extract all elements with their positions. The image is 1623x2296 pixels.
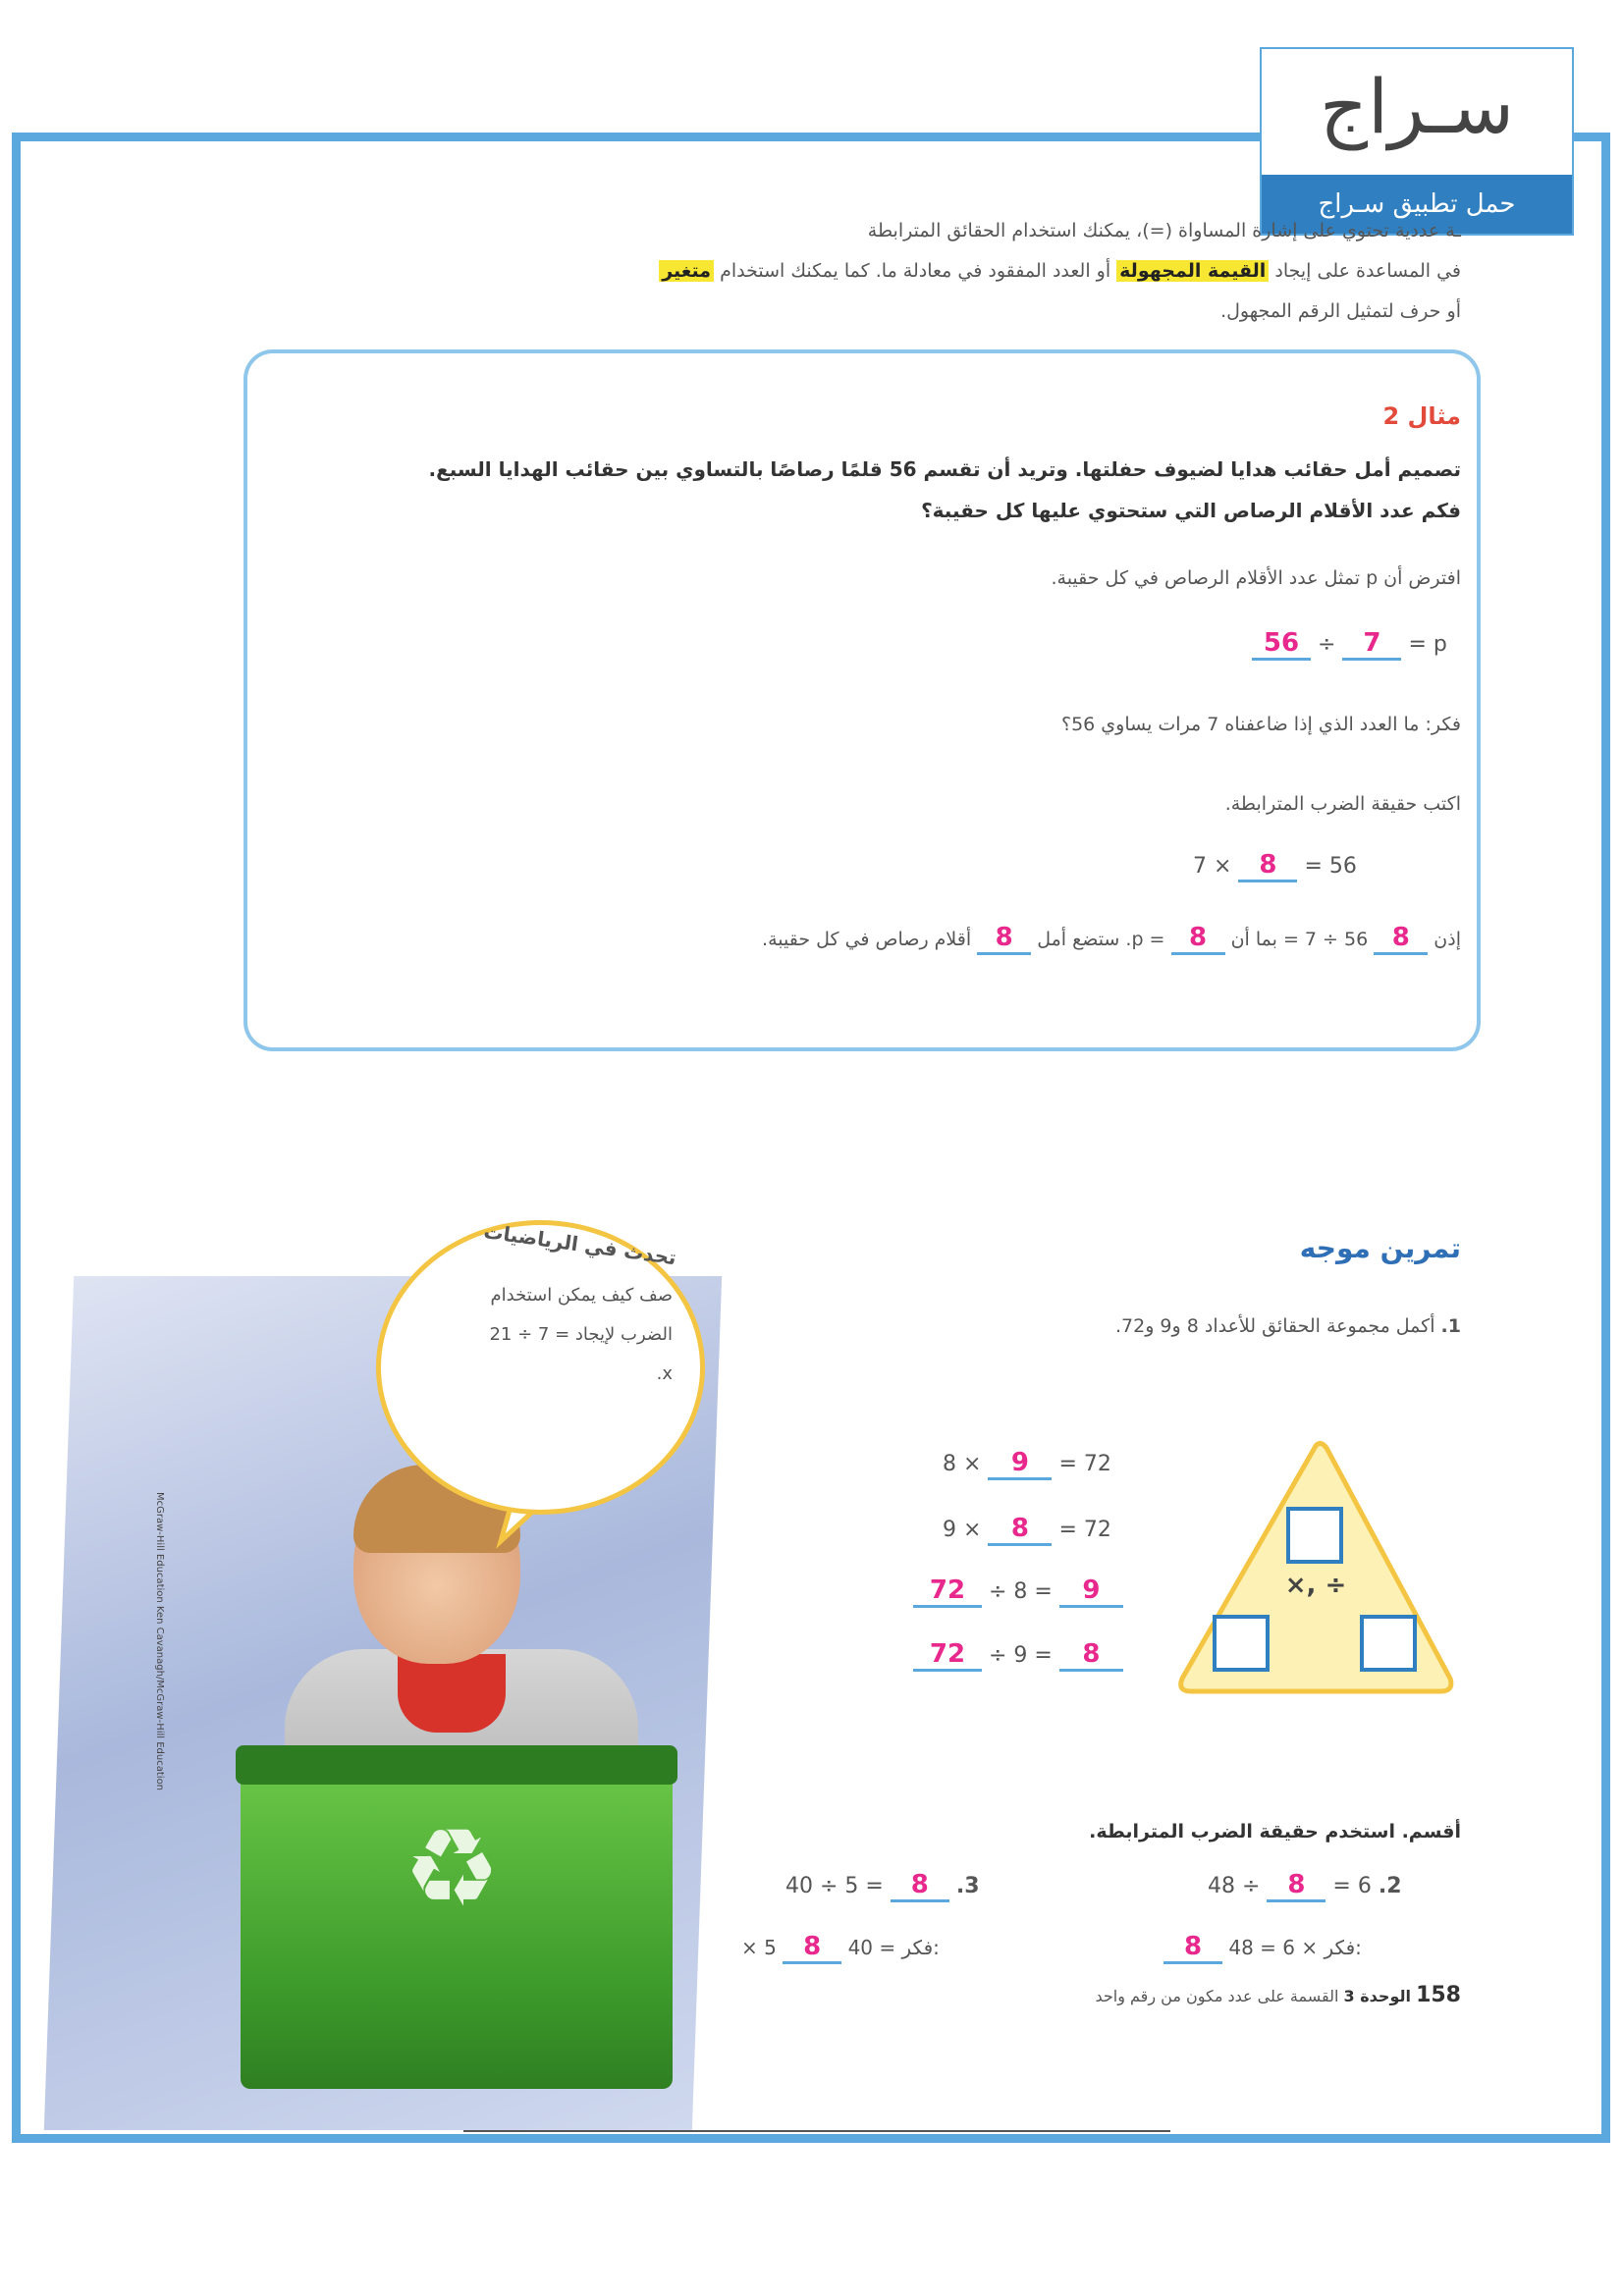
eq1-variable: p	[1433, 632, 1447, 657]
example-assume: افترض أن p تمثل عدد الأقلام الرصاص في كل حقيبة.	[1051, 567, 1461, 589]
q3-blank: 8	[891, 1870, 949, 1902]
intro-line-3: أو حرف لتمثيل الرقم المجهول.	[1220, 300, 1461, 322]
conclusion-blank-2: 8	[1171, 923, 1225, 955]
equation-2	[1193, 850, 1429, 882]
recycling-bin-lid	[236, 1745, 677, 1785]
example-conclusion	[479, 923, 1461, 955]
eq2-left: 7 ×	[1193, 854, 1232, 879]
question-2-think	[1163, 1932, 1448, 1964]
example-problem-line-2: فكم عدد الأقلام الرصاص التي ستحتوي عليها كل حقيبة؟	[921, 499, 1461, 522]
q1-text: أكمل مجموعة الحقائق للأعداد 8 و9 و72.	[1114, 1315, 1435, 1337]
q1-number: 1.	[1440, 1315, 1461, 1337]
unknown-value-term: القيمة المجهولة	[1116, 260, 1269, 282]
bubble-text-2: الضرب لإيجاد = 7 ÷ 21	[489, 1324, 673, 1345]
triangle-top-box[interactable]	[1286, 1507, 1343, 1564]
eq1-blank-a: 56	[1252, 628, 1311, 661]
triangle-operations: ×, ÷	[1284, 1571, 1347, 1600]
eq2-right: = 56	[1304, 854, 1357, 879]
equation-1	[1252, 628, 1468, 661]
fact3-blank-2: 9	[1059, 1575, 1123, 1608]
eq2-blank: 8	[1238, 850, 1297, 882]
kid-shirt	[398, 1654, 506, 1733]
fact1-blank: 9	[988, 1448, 1052, 1480]
fact3-mid: ÷ 8 =	[989, 1579, 1053, 1604]
eq1-equals: =	[1408, 632, 1427, 657]
fact-row-3	[913, 1575, 1198, 1608]
question-3	[785, 1870, 1031, 1902]
conclusion-blank-3: 8	[977, 923, 1031, 955]
divide-instructions: أقسم. استخدم حقيقة الضرب المترابطة.	[1089, 1821, 1461, 1842]
conclusion-p1: إذن	[1434, 929, 1461, 950]
q3-think-label: فكر:	[901, 1936, 940, 1959]
siraj-logo[interactable]	[1260, 47, 1574, 236]
footer-divider	[463, 2130, 1170, 2132]
triangle-right-box[interactable]	[1360, 1615, 1417, 1672]
unit-text: القسمة على عدد مكون من رقم واحد	[1095, 1987, 1339, 2005]
q3-think-blank: 8	[783, 1932, 841, 1964]
bubble-text-1: صف كيف يمكن استخدام	[490, 1285, 673, 1306]
q3-expr: 40 ÷ 5 =	[785, 1874, 884, 1898]
logo-tagline: حمل تطبيق سـراج	[1262, 175, 1572, 234]
fact4-blank-2: 8	[1059, 1639, 1123, 1672]
variable-term: متغير	[659, 260, 714, 282]
fact2-b: = 72	[1058, 1518, 1111, 1542]
q2-expr-a: 48 ÷	[1208, 1874, 1261, 1898]
fact3-blank-1: 72	[913, 1575, 982, 1608]
triangle-left-box[interactable]	[1213, 1615, 1270, 1672]
fact1-a: 8 ×	[943, 1452, 982, 1476]
eq1-blank-b: 7	[1342, 628, 1401, 661]
intro-line-1: ـة عددية تحتوي على إشارة المساواة (=)، يمكنك استخدام الحقائق المترابطة	[867, 220, 1461, 241]
fact4-mid: ÷ 9 =	[989, 1643, 1053, 1668]
conclusion-p4: أقلام رصاص في كل حقيبة.	[762, 929, 972, 950]
q2-think-label: فكر:	[1324, 1936, 1362, 1959]
question-1	[577, 1315, 1461, 1337]
logo-word: سـراج	[1319, 63, 1515, 150]
eq1-div-sign: ÷	[1318, 632, 1336, 657]
fact-triangle	[1173, 1438, 1458, 1698]
q2-blank: 8	[1267, 1870, 1325, 1902]
page-number: 158	[1416, 1983, 1461, 2007]
unit-label: الوحدة 3	[1343, 1987, 1411, 2005]
example-write: اكتب حقيقة الضرب المترابطة.	[1224, 793, 1461, 815]
example-think: فكر: ما العدد الذي إذا ضاعفناه 7 مرات يساوي 56؟	[1060, 714, 1461, 735]
question-2	[1208, 1870, 1453, 1902]
conclusion-blank-1: 8	[1374, 923, 1428, 955]
page-footer	[774, 1983, 1461, 2007]
photo-credit: McGraw-Hill Education Ken Cavanagh/McGraw-Hill Education	[154, 1492, 165, 1791]
example-title: مثال 2	[1382, 402, 1461, 430]
example-problem-line-1: تصميم أمل حقائب هدايا لضيوف حفلتها. وتريد أن تقسم 56 قلمًا رصاصًا بالتساوي بين حقائب الهدايا السبع.	[428, 457, 1461, 481]
fact-row-2	[943, 1514, 1198, 1546]
conclusion-expr: 56 ÷ 7 =	[1282, 929, 1369, 950]
q2-think-blank: 8	[1163, 1932, 1222, 1964]
q2-number: .2	[1378, 1874, 1402, 1898]
conclusion-p2: بما أن	[1230, 929, 1277, 950]
conclusion-p3: = p. ستضع أمل	[1037, 929, 1165, 950]
recycle-icon: ♻	[403, 1805, 501, 1931]
q3-number: .3	[955, 1874, 980, 1898]
q2-think-expr: 48 = 6 ×	[1228, 1936, 1319, 1959]
q3-think-a: 40 =	[847, 1936, 896, 1959]
bubble-title: تحدث في الرياضيات	[482, 1219, 678, 1270]
fact2-a: 9 ×	[943, 1518, 982, 1542]
fact-row-1	[943, 1448, 1198, 1480]
intro-line-2b: أو العدد المفقود في معادلة ما. كما يمكنك استخدام	[720, 260, 1111, 282]
q3-think-b: × 5	[741, 1936, 777, 1959]
guided-practice-title: تمرين موجه	[1299, 1232, 1461, 1264]
fact1-b: = 72	[1058, 1452, 1111, 1476]
q2-expr-b: = 6	[1332, 1874, 1372, 1898]
intro-line-2	[332, 251, 1461, 291]
intro-line-2a: في المساعدة على إيجاد	[1274, 260, 1461, 282]
fact-row-4	[913, 1639, 1198, 1672]
fact4-blank-1: 72	[913, 1639, 982, 1672]
question-3-think	[741, 1932, 1036, 1964]
fact2-blank: 8	[988, 1514, 1052, 1546]
bubble-text-3: x.	[656, 1363, 673, 1384]
